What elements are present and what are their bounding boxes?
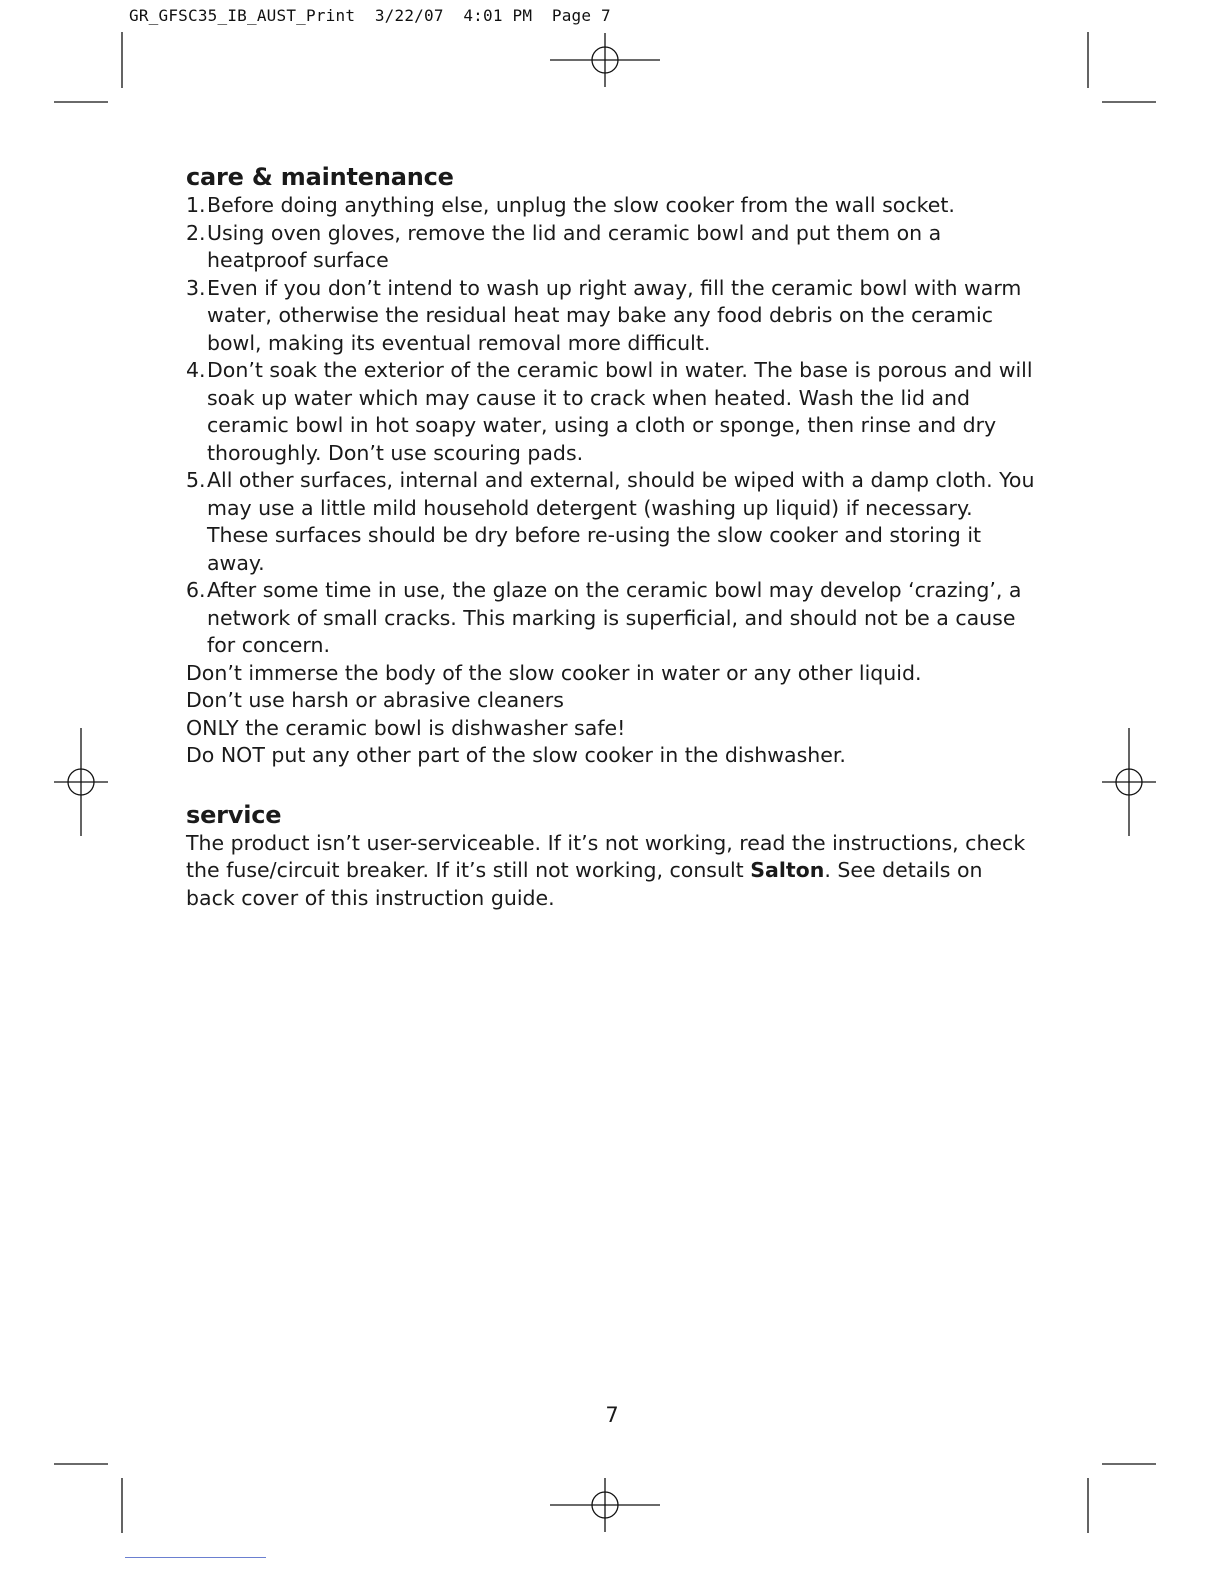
step-text: Even if you don’t intend to wash up right away, fill the ceramic bowl with warm water, otherwise the residual heat may bake any food debris on the ceramic bowl, making its eventual removal more difficult. bbox=[207, 275, 1022, 355]
registration-mark-bottom bbox=[550, 1478, 660, 1532]
step-text: Don’t soak the exterior of the ceramic bowl in water. The base is porous and will soak up water which may cause it to crack when heated. Wash the lid and ceramic bowl in hot soapy water, using a cloth or sponge, then rinse and dry thoroughly. Don’t use scouring pads. bbox=[207, 358, 1033, 465]
service-heading: service bbox=[186, 800, 282, 829]
service-text-after: . See details on back cover of this instruction guide. bbox=[186, 858, 983, 910]
care-note: Don’t immerse the body of the slow cooker in water or any other liquid. bbox=[186, 660, 922, 685]
registration-mark-left bbox=[54, 728, 108, 836]
list-item bbox=[186, 357, 1036, 467]
registration-mark-top bbox=[550, 33, 660, 87]
list-item bbox=[186, 577, 1036, 660]
service-section bbox=[186, 800, 1036, 913]
care-note: ONLY the ceramic bowl is dishwasher safe! bbox=[186, 715, 626, 740]
care-maintenance-heading: care & maintenance bbox=[186, 163, 454, 191]
step-number: 3. bbox=[186, 275, 206, 300]
step-text: After some time in use, the glaze on the ceramic bowl may develop ‘crazing’, a network of small cracks. This marking is superficial, and should not be a cause for concern. bbox=[207, 578, 1022, 657]
step-text: Before doing anything else, unplug the slow cooker from the wall socket. bbox=[207, 193, 955, 217]
slug-time: 4:01 PM bbox=[463, 6, 533, 25]
slug-page: Page 7 bbox=[551, 6, 611, 25]
footer-rule bbox=[125, 1557, 266, 1558]
step-number: 2. bbox=[186, 220, 206, 245]
step-text: Using oven gloves, remove the lid and ceramic bowl and put them on a heatproof surface bbox=[207, 220, 942, 272]
step-number: 1. bbox=[186, 193, 206, 217]
step-number: 4. bbox=[186, 358, 206, 382]
page-content bbox=[186, 162, 1036, 912]
step-text: All other surfaces, internal and external, should be wiped with a damp cloth. You may use a little mild household detergent (washing up liquid) if necessary. These surfaces should be dry before re-using the slow cooker and storing it away. bbox=[207, 468, 1035, 575]
service-text-before: The product isn’t user-serviceable. If it’s not working, read the instructions, check the fuse/circuit breaker. If it’s still not working, consult bbox=[186, 830, 1026, 882]
page-number: 7 bbox=[605, 1403, 619, 1427]
step-number: 5. bbox=[186, 468, 206, 492]
brand-name: Salton bbox=[750, 858, 825, 882]
registration-mark-right bbox=[1102, 728, 1156, 836]
care-steps-list bbox=[186, 192, 1036, 660]
service-paragraph bbox=[186, 830, 1036, 913]
list-item bbox=[186, 220, 1036, 275]
list-item bbox=[186, 467, 1036, 577]
list-item bbox=[186, 275, 1036, 358]
slug-file: GR_GFSC35_IB_AUST_Print bbox=[129, 6, 356, 25]
list-item bbox=[186, 192, 1036, 220]
step-number: 6. bbox=[186, 578, 206, 602]
care-note: Don’t use harsh or abrasive cleaners bbox=[186, 688, 564, 712]
care-note: Do NOT put any other part of the slow cooker in the dishwasher. bbox=[186, 743, 846, 767]
slug-date: 3/22/07 bbox=[374, 6, 444, 25]
